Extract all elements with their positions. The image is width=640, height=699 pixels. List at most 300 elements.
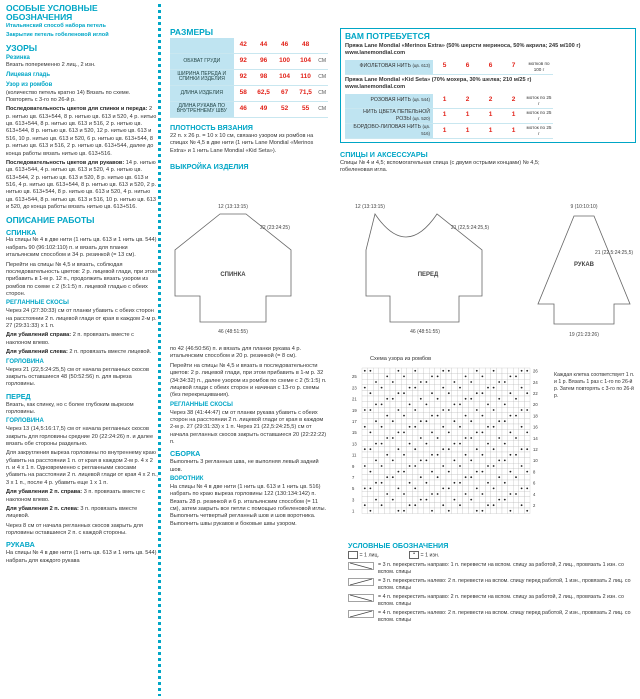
chart-cell — [396, 502, 402, 508]
purl-dot — [370, 392, 372, 394]
purl-dot — [431, 376, 433, 378]
chart-cell — [519, 458, 525, 464]
chart-cell — [407, 446, 413, 452]
purl-dot — [437, 493, 439, 495]
chart-cell — [457, 390, 463, 396]
purl-dot — [392, 460, 394, 462]
chart-cell — [485, 396, 491, 402]
chart-cell — [485, 430, 491, 436]
needles-text: Спицы № 4 и 4,5; вспомогательная спица (с двумя острыми концами) № 4,5; гобеленовая игла. — [340, 159, 540, 174]
chart-cell — [457, 418, 463, 424]
chart-cell — [463, 441, 469, 447]
description-title: ОПИСАНИЕ РАБОТЫ — [6, 214, 95, 225]
yarn-qty: 2 — [502, 94, 525, 109]
chart-row-number: 16 — [533, 424, 538, 430]
chart-row-number: 3 — [352, 497, 355, 503]
chart-cell — [373, 390, 379, 396]
chart-row-number: 10 — [533, 458, 538, 464]
chart-row-number: 19 — [352, 407, 357, 413]
purl-dot — [370, 409, 372, 411]
chart-cell — [418, 390, 424, 396]
chart-cell — [407, 497, 413, 503]
chart-row-number: 17 — [352, 419, 357, 424]
purl-dot — [487, 443, 489, 445]
purl-dot — [498, 476, 500, 478]
chart-cell — [390, 374, 396, 380]
chart-cell — [480, 497, 486, 503]
chart-cell — [474, 396, 480, 402]
chart-cell — [524, 402, 530, 408]
sizes-value: 55 — [295, 101, 316, 117]
chart-cell — [480, 368, 486, 374]
chart-cell — [368, 435, 374, 441]
yarn-row — [345, 94, 553, 109]
chart-cell — [468, 441, 474, 447]
chart-cell — [412, 402, 418, 408]
purl-dot — [459, 426, 461, 428]
chart-cell — [457, 430, 463, 436]
chart-cell — [440, 374, 446, 380]
purl-dot — [420, 476, 422, 478]
chart-cell — [508, 458, 514, 464]
purl-dot — [431, 454, 433, 456]
sizes-value: 104 — [274, 69, 295, 85]
chart-cell — [452, 368, 458, 374]
chart-cell — [480, 379, 486, 385]
chart-cell — [373, 452, 379, 458]
yarn-qty: 1 — [479, 123, 502, 138]
chart-cell — [362, 390, 368, 396]
chart-cell — [435, 508, 441, 514]
chart-cell — [429, 502, 435, 508]
purl-dot — [431, 432, 433, 434]
chart-cell — [435, 502, 441, 508]
tapestry-bind-off: Закрытие петель гобеленовой иглой — [6, 32, 109, 39]
chart-cell — [401, 424, 407, 430]
yarn-unit: моток по 25 г — [525, 94, 553, 109]
assembly-title: СБОРКА — [170, 449, 201, 459]
sizes-value: 98 — [253, 69, 274, 85]
chart-cell — [524, 452, 530, 458]
purl-dot — [493, 488, 495, 490]
chart-cell — [396, 441, 402, 447]
chart-cell — [407, 413, 413, 419]
purl-dot — [510, 454, 512, 456]
yarn-color-label: ФИОЛЕТОВАЯ НИТЬ — [359, 63, 411, 70]
chart-cell — [446, 435, 452, 441]
chart-note: Каждая клетка соответствует 1 п. и 1 р. Вязать 1 раз с 1-го по 26-й р. Затем повторять с 3-го по 26-й р. — [554, 372, 635, 399]
yarn-2-url: www.lanemondial.com — [345, 84, 406, 91]
chart-cell — [373, 396, 379, 402]
chart-cell — [418, 430, 424, 436]
chart-cell — [384, 508, 390, 514]
chart-cell — [368, 402, 374, 408]
chart-row-number: 26 — [533, 368, 538, 374]
purl-dot — [364, 465, 366, 467]
chart-cell — [429, 424, 435, 430]
chart-row-number: 22 — [533, 391, 538, 396]
sizes-row — [170, 38, 328, 54]
yarn-qty: 6 — [479, 60, 502, 75]
chart-cell — [513, 486, 519, 492]
chart-cell — [362, 508, 368, 514]
yarn-qty: 1 — [502, 108, 525, 123]
sizes-row-label: ШИРИНА ПЕРЕДА И СПИНКИ ИЗДЕЛИЯ — [170, 69, 234, 85]
chart-cell — [373, 368, 379, 374]
chart-cell — [480, 407, 486, 413]
purl-dot — [493, 370, 495, 372]
sizes-value: 104 — [295, 53, 316, 69]
chart-cell — [496, 374, 502, 380]
chart-cell — [446, 402, 452, 408]
sleeve-label: РУКАВ — [574, 262, 594, 268]
legend-item-text: = 3 п. перекрестить налево: 2 п. перевести на вспом. спицу перед работой, 1 изн., провязать 2 лиц. со вспом. спицы — [378, 578, 631, 592]
chart-row-number: 9 — [352, 463, 355, 469]
sizes-row — [170, 53, 328, 69]
chart-cell — [485, 497, 491, 503]
chart-cell — [480, 463, 486, 469]
purl-dot — [370, 432, 372, 434]
chart-cell — [463, 497, 469, 503]
chart-cell — [424, 368, 430, 374]
purl-dot — [398, 448, 400, 450]
chart-cell — [446, 502, 452, 508]
chart-cell — [491, 480, 497, 486]
chart-cell — [502, 368, 508, 374]
chart-cell — [513, 368, 519, 374]
purl-dot — [504, 404, 506, 406]
chart-cell — [373, 413, 379, 419]
chart-cell — [452, 385, 458, 391]
chart-cell — [468, 430, 474, 436]
chart-cell — [480, 424, 486, 430]
chart-cell — [474, 418, 480, 424]
purl-dot — [381, 404, 383, 406]
purl-dot — [459, 504, 461, 506]
purl-dot — [409, 504, 411, 506]
purl-dot — [414, 370, 416, 372]
chart-cell — [412, 413, 418, 419]
chart-cell — [491, 452, 497, 458]
chart-cell — [384, 502, 390, 508]
chart-cell — [396, 435, 402, 441]
chart-cell — [496, 385, 502, 391]
yarn-color — [345, 60, 433, 75]
purl-dot — [420, 437, 422, 439]
chart-cell — [368, 502, 374, 508]
purl-dot — [521, 370, 523, 372]
chart-cell — [468, 491, 474, 497]
front-top: 12 (13:13:15) — [355, 204, 385, 210]
chart-cell — [424, 435, 430, 441]
purl-dot — [398, 471, 400, 473]
purl-dot — [437, 376, 439, 378]
chart-cell — [407, 418, 413, 424]
chart-cell — [491, 413, 497, 419]
chart-cell — [519, 491, 525, 497]
sizes-value: 46 — [274, 38, 295, 54]
chart-cell — [384, 441, 390, 447]
chart-cell — [418, 407, 424, 413]
purl-dot — [459, 465, 461, 467]
left-column — [6, 4, 158, 696]
chart-cell — [457, 497, 463, 503]
chart-cell — [485, 458, 491, 464]
chart-cell — [519, 435, 525, 441]
chart-cell — [407, 486, 413, 492]
yarn-qty: 2 — [456, 94, 479, 109]
chart-cell — [362, 458, 368, 464]
chart-cell — [373, 463, 379, 469]
chart-cell — [429, 385, 435, 391]
chart-cell — [440, 396, 446, 402]
chart-cell — [502, 430, 508, 436]
sizes-title: РАЗМЕРЫ — [170, 27, 214, 37]
purl-dot — [493, 426, 495, 428]
neck-title: ГОРЛОВИНА — [6, 358, 44, 365]
chart-cell — [401, 441, 407, 447]
legend-purl — [409, 551, 439, 559]
chart-cell — [468, 390, 474, 396]
chart-cell — [379, 469, 385, 475]
chart-cell — [440, 458, 446, 464]
chart-cell — [508, 396, 514, 402]
chart-cell — [513, 458, 519, 464]
purl-dot — [504, 499, 506, 501]
chart-cell — [390, 463, 396, 469]
chart-cell — [474, 374, 480, 380]
sizes-value: 58 — [234, 85, 253, 101]
chart-cell — [508, 368, 514, 374]
chart-cell — [379, 491, 385, 497]
raglan-title: РЕГЛАННЫЕ СКОСЫ — [6, 300, 69, 307]
yarn-unit: мотков по 100 г — [525, 60, 553, 75]
chart-cell — [508, 407, 514, 413]
purl-dot — [370, 448, 372, 450]
chart-cell — [524, 418, 530, 424]
seq-back-front-title: Последовательность цветов для спинки и переда: — [6, 106, 148, 113]
purl-dot — [465, 398, 467, 400]
yarn-qty: 1 — [433, 123, 456, 138]
chart-row-number: 12 — [533, 447, 538, 452]
sizes-row-label: ОБХВАТ ГРУДИ — [170, 53, 234, 69]
chart-cell — [491, 469, 497, 475]
chart-cell — [485, 435, 491, 441]
sizes-row-label: ДЛИНА ИЗДЕЛИЯ — [170, 85, 234, 101]
chart-row-number: 23 — [352, 385, 357, 391]
yarn-color — [345, 94, 433, 109]
chart-cell — [524, 441, 530, 447]
chart-cell — [418, 502, 424, 508]
purl-dot — [442, 448, 444, 450]
chart-cell — [435, 458, 441, 464]
chart-cell — [463, 502, 469, 508]
purl-dot — [420, 499, 422, 501]
purl-dot — [504, 482, 506, 484]
chart-cell — [452, 390, 458, 396]
chart-cell — [401, 396, 407, 402]
chart-cell — [373, 508, 379, 514]
neck2-text-2: Для закругления выреза горловины по внутреннему краю убавить на расстоянии 1 п. от края в каждом 2-м р. 4 х 2 п. и 4 х 1 п. Одновременно с регланными скосами убавить на расстоянии 2 п. лицевой глади от края 4 х 2 п., 3 х 1 п., после 4 р. убавить еще 1 х 1 п. — [6, 450, 158, 486]
yarn-unit: моток по 25 г — [525, 123, 553, 138]
chart-cell — [468, 407, 474, 413]
purl-dot — [526, 432, 528, 434]
chart-cell — [463, 480, 469, 486]
sleeve-top: 9 (10:10:10) — [570, 204, 598, 210]
purl-dot — [521, 409, 523, 411]
chart-cell — [524, 497, 530, 503]
chart-cell — [457, 435, 463, 441]
purl-dot — [431, 392, 433, 394]
chart-cell — [429, 368, 435, 374]
chart-cell — [485, 469, 491, 475]
purl-dot — [487, 482, 489, 484]
chart-cell — [513, 446, 519, 452]
chart-cell — [480, 435, 486, 441]
raglan2-title: РЕГЛАННЫЕ СКОСЫ — [170, 401, 233, 408]
special-symbols-title: ОСОБЫЕ УСЛОВНЫЕ ОБОЗНАЧЕНИЯ — [6, 4, 98, 22]
yarn-table-2 — [345, 94, 553, 139]
chart-cell — [418, 469, 424, 475]
purl-dot — [398, 510, 400, 512]
chart-cell — [429, 446, 435, 452]
chart-cell — [468, 463, 474, 469]
purl-dot — [504, 420, 506, 422]
chart-cell — [407, 469, 413, 475]
purl-dot — [375, 420, 377, 422]
chart-cell — [424, 474, 430, 480]
chart-cell — [373, 502, 379, 508]
purl-dot — [498, 381, 500, 383]
chart-cell — [390, 480, 396, 486]
chart-cell — [429, 418, 435, 424]
purl-dot — [510, 432, 512, 434]
collar-title: ВОРОТНИК — [170, 476, 204, 483]
legend-item — [348, 610, 636, 624]
chart-cell — [435, 486, 441, 492]
chart-cell — [396, 385, 402, 391]
chart-cell — [519, 374, 525, 380]
sizes-unit: СМ — [316, 69, 328, 85]
chart-cell — [446, 458, 452, 464]
chart-cell — [513, 424, 519, 430]
chart-cell — [379, 486, 385, 492]
chart-cell — [429, 463, 435, 469]
chart-cell — [362, 418, 368, 424]
chart-cell — [396, 491, 402, 497]
purl-dot — [476, 448, 478, 450]
chart-cell — [440, 491, 446, 497]
chart-cell — [379, 379, 385, 385]
purl-dot — [426, 499, 428, 501]
chart-cell — [440, 474, 446, 480]
purl-dot — [454, 404, 456, 406]
purl-dot — [392, 499, 394, 501]
chart-cell — [519, 402, 525, 408]
chart-cell — [407, 508, 413, 514]
purl-dot — [465, 437, 467, 439]
neck-text: Через 21 (22,5:24:25,5) см от начала регланных скосов закрыть оставшиеся 48 (50:52:56) п. для выреза горловины. — [6, 366, 149, 388]
purl-dot — [510, 510, 512, 512]
chart-cell — [502, 407, 508, 413]
chart-cell — [396, 374, 402, 380]
chart-cell — [480, 402, 486, 408]
chart-cell — [362, 435, 368, 441]
front-text: Вязать, как спинку, но с более глубоким вырезом горловины. — [6, 401, 134, 415]
chart-cell — [362, 374, 368, 380]
chart-cell — [485, 446, 491, 452]
chart-cell — [468, 502, 474, 508]
chart-cell — [412, 452, 418, 458]
chart-cell — [513, 390, 519, 396]
chart-cell — [390, 491, 396, 497]
dec-right: 2 п. провязать вместе с наклоном влево. — [6, 332, 134, 346]
chart-cell — [429, 407, 435, 413]
chart-cell — [440, 390, 446, 396]
sizes-value: 42 — [234, 38, 253, 54]
chart-cell — [513, 469, 519, 475]
chart-cell — [508, 497, 514, 503]
chart-cell — [368, 463, 374, 469]
chart-cell — [474, 474, 480, 480]
chart-cell — [440, 435, 446, 441]
purl-dot — [504, 381, 506, 383]
chart-cell — [457, 407, 463, 413]
purl-dot — [426, 404, 428, 406]
chart-cell — [491, 474, 497, 480]
chart-cell — [384, 430, 390, 436]
chart-cell — [412, 508, 418, 514]
chart-cell — [373, 435, 379, 441]
chart-cell — [491, 379, 497, 385]
sleeve-bottom: 19 (21:23:26) — [569, 332, 599, 338]
chart-cell — [429, 486, 435, 492]
purl-dot — [521, 448, 523, 450]
purl-dot — [521, 387, 523, 389]
purl-dot — [454, 482, 456, 484]
chart-cell — [474, 385, 480, 391]
cable-symbol — [348, 578, 374, 586]
chart-cell — [379, 390, 385, 396]
chart-cell — [457, 413, 463, 419]
purl-dot — [487, 465, 489, 467]
chart-cell — [412, 441, 418, 447]
purl-dot — [487, 504, 489, 506]
chart-cell — [463, 385, 469, 391]
front-bottom: 46 (48:51:55) — [410, 329, 440, 335]
chart-cell — [524, 502, 530, 508]
purl-dot — [476, 488, 478, 490]
purl-dot — [431, 510, 433, 512]
chart-cell — [429, 474, 435, 480]
chart-cell — [373, 486, 379, 492]
purl-dot — [448, 432, 450, 434]
purl-dot — [498, 420, 500, 422]
legend-title: УСЛОВНЫЕ ОБОЗНАЧЕНИЯ — [348, 541, 449, 550]
chart-cell — [508, 446, 514, 452]
chart-row-number: 8 — [533, 469, 536, 475]
chart-cell — [519, 413, 525, 419]
chart-cell — [418, 486, 424, 492]
sizes-row — [170, 101, 328, 117]
chart-cell — [429, 402, 435, 408]
chart-cell — [452, 502, 458, 508]
purl-symbol: • — [409, 551, 419, 559]
chart-cell — [412, 497, 418, 503]
purl-dot — [398, 370, 400, 372]
chart-row-number: 20 — [533, 402, 538, 408]
sizes-value: 44 — [253, 38, 274, 54]
